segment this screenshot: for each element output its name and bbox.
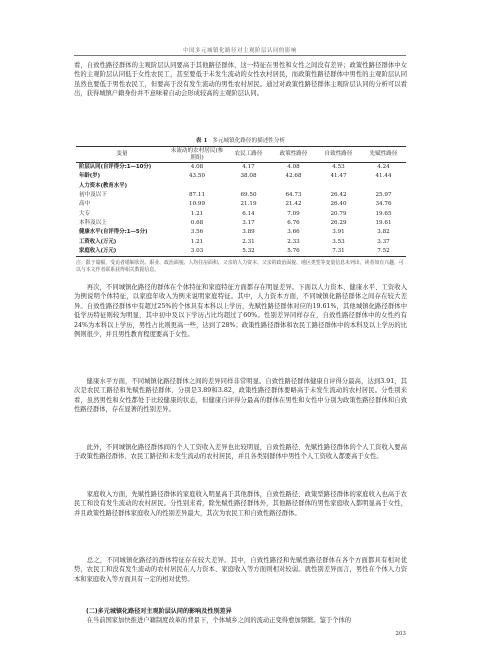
cell-value: 25.97 xyxy=(375,192,392,199)
cell-value: 4.08 xyxy=(287,164,300,171)
table-body xyxy=(76,163,406,257)
cell-value: 26.29 xyxy=(330,219,347,226)
header-variable: 变量 xyxy=(116,151,128,158)
header-policy-path: 政策性路径 xyxy=(279,151,308,158)
cell-value: 2.33 xyxy=(287,238,300,245)
section-subheading: (二)多元城镇化路径对主观阶层认同的影响及性别差异 xyxy=(86,608,232,615)
header-rural-residents: 未流动的农村居民(参照组) xyxy=(170,147,224,161)
cell-value: 4.08 xyxy=(190,164,204,171)
header-ascribed-path: 先赋性路径 xyxy=(369,151,398,158)
cell-value: 42.68 xyxy=(285,173,302,180)
cell-value: 1.21 xyxy=(190,210,204,217)
cell-value: 20.79 xyxy=(330,210,347,217)
cell-value: 3.17 xyxy=(242,219,255,226)
cell-value: 21.19 xyxy=(240,201,257,208)
table-row xyxy=(76,210,406,219)
cell-value: 3.66 xyxy=(287,229,300,236)
header-achieved-path: 自致性路径 xyxy=(324,151,353,158)
table-row xyxy=(76,228,406,237)
table-row xyxy=(76,219,406,228)
paragraph-wage-income xyxy=(74,443,407,462)
row-label: 年龄(岁) xyxy=(79,173,101,180)
cell-value xyxy=(226,182,271,191)
cell-value: 2.31 xyxy=(242,238,255,245)
page-number: 203 xyxy=(395,631,406,637)
cell-value: 0.68 xyxy=(190,219,204,226)
cell-value: 87.11 xyxy=(188,192,205,199)
paragraph-final xyxy=(74,616,407,625)
row-label: 本科及以上 xyxy=(79,219,107,226)
descriptive-table xyxy=(76,146,406,257)
cell-value: 41.47 xyxy=(330,173,347,180)
row-label: 健康水平(自评得分:1—5分) xyxy=(79,229,148,236)
cell-value: 19.61 xyxy=(375,219,392,226)
cell-value: 3.56 xyxy=(190,229,204,236)
cell-value: 3.82 xyxy=(377,229,390,236)
cell-value: 7.52 xyxy=(377,247,390,254)
cell-value: 1.21 xyxy=(190,238,204,245)
table-row xyxy=(76,182,406,191)
cell-value: 26.42 xyxy=(330,192,347,199)
paragraph-individual-features xyxy=(74,283,407,339)
table-caption xyxy=(74,136,407,144)
cell-value: 3.91 xyxy=(332,229,345,236)
cell-value: 64.73 xyxy=(285,192,302,199)
paragraph-family-income xyxy=(74,490,407,518)
paragraph-text: 健康水平方面，不同城镇化路径群体之间的差异同样非常明显。自致性路径群体健康自评得分最高，达到3.91，其次是农民工路径和先赋性路径群体，分别是3.89和3.82，政策性路径群体要略高于未发生流动的农村居民。分性别来看，虽然男性和女性都处于比较健康的状态，但健康自评得分最高的群体在男性和女性中分别为政策性路径群体和自致性路径群体，存在显著的性别差异。 xyxy=(74,378,407,414)
row-label: 人力资本(教育水平) xyxy=(79,182,128,189)
cell-value: 5.76 xyxy=(287,247,300,254)
cell-value: 3.53 xyxy=(332,238,345,245)
table-note: 注：限于篇幅，受访者婚姻状况、职业、政治面貌、人均住房面积、父亲的人力资本、父亲的政治面貌、地区类型等变量信息未列出，读者如有兴趣，可以与本文作者联系获得相关数据信息。 xyxy=(76,260,404,274)
cell-value: 26.40 xyxy=(330,201,347,208)
cell-value: 4.24 xyxy=(377,164,390,171)
cell-value: 5.32 xyxy=(242,247,255,254)
cell-value: 10.99 xyxy=(188,201,205,208)
table-row xyxy=(76,172,406,181)
paragraph-text: 此外，不同城镇化路径群体间的个人工资收入差异也比较明显，自致性路径、先赋性路径群体的个人工资收入要高于政策性路径群体、农民工路径和未发生流动的农村居民，并且各类别群体中男性个人工资收入都要高于女性。 xyxy=(74,444,407,461)
cell-value: 7.09 xyxy=(287,210,300,217)
cell-value: 21.42 xyxy=(285,201,302,208)
cell-value xyxy=(361,182,406,191)
cell-value: 3.37 xyxy=(377,238,390,245)
paragraph-health xyxy=(74,377,407,415)
cell-value: 19.65 xyxy=(375,210,392,217)
table-row xyxy=(76,191,406,200)
table-row xyxy=(76,247,406,257)
paragraph-text: 家庭收入方面，先赋性路径群体的家庭收入明显高于其他群体，自致性路径、政策型路径群体的家庭收入也高于农民工和没有发生流动的农村居民。分性别来看，除先赋性路径群体外，其他路径群体的男性家庭收入都明显高于女性，并且政策性路径群体家庭收入的性别差异最大，其次为农民工和自致性路径群体。 xyxy=(74,491,407,517)
row-label: 高中 xyxy=(79,201,91,208)
paragraph-summary xyxy=(74,556,407,584)
running-header: 中国多元城镇化路径对主观阶层认同的影响 xyxy=(183,48,297,54)
row-label: 工资收入(万元) xyxy=(79,238,117,245)
paragraph-text: 在当前国家加快推进户籍制度改革的背景下，个体城乡之间的流动正变得愈加频繁。鉴于个体的 xyxy=(86,617,352,624)
table-row xyxy=(76,200,406,209)
cell-value xyxy=(271,182,316,191)
paragraph-text: 再次，不同城镇化路径的群体在个体特征和家庭特征方面都存在明显差异。下面以人力资本、健康水平、工资收入为例说明个体特征，以家庭年收入为例来说明家庭特征。其中，人力资本方面，不同城镇化路径群体之间存在较大差异。自致性路径群体中有超过25%的个体具有本科以上学历，先赋性路径群体对应的19.61%，其他城镇化路径群体中低学历特征则较为明显，其中初中及以下学历占比均超过了60%。性别差异同样存在，自致性路径群体中的女性约有24%为本科以上学历，男性占比则更高一些，达到了28%；政策性路径群体和农民工路径群体中的本科及以上学历的比例则很少，并且男性教育程度要高于女性。 xyxy=(74,284,407,339)
cell-value: 34.76 xyxy=(375,201,392,208)
cell-value: 38.08 xyxy=(240,173,257,180)
cell-value: 3.03 xyxy=(190,247,204,254)
row-label: 大专 xyxy=(79,210,91,217)
paragraph-text: 总之，不同城镇化路径的群体特征存在较大差异。其中，自致性路径和先赋性路径群体在各个方面都具有相对优势，农民工和没有发生流动的农村居民在人力资本、家庭收入等方面则相对较弱。就性别差异而言，男性在个体人力资本和家庭收入等方面具有一定的相对优势。 xyxy=(74,557,407,583)
header-rule xyxy=(74,55,406,56)
cell-value xyxy=(168,182,226,191)
cell-value: 41.44 xyxy=(375,173,392,180)
row-label: 阶层认同(自评得分:1—10分) xyxy=(79,164,152,171)
cell-value: 4.53 xyxy=(332,164,345,171)
paragraph-intro xyxy=(74,61,407,99)
row-label: 家庭收入(万元) xyxy=(79,247,117,254)
cell-value: 7.31 xyxy=(332,247,345,254)
table-header-row xyxy=(76,147,406,163)
table-title: 多元城镇化路径的描述性分析 xyxy=(212,138,286,144)
cell-value: 69.50 xyxy=(240,192,257,199)
table-row xyxy=(76,163,406,173)
cell-value: 43.50 xyxy=(188,173,205,180)
cell-value xyxy=(316,182,361,191)
cell-value: 4.17 xyxy=(242,164,255,171)
cell-value: 6.76 xyxy=(287,219,300,226)
paragraph-text: 看，自致性路径群体的主观阶层认同要高于其他路径群体，这一特征在男性和女性之间没有差异；政策性路径群体中女性的主观阶层认同低于女性农民工，甚至要低于未发生流动的女性农村居民，而政策性路径群体中男性的主观阶层认同虽然也要低于男性农民工，但要高于没有发生流动的男性农村居民。通过对政策性路径群体主观阶层认同的分析可以看出，获得城镇户籍身份并不意味着自动会形成较高的主观阶层认同。 xyxy=(74,62,407,98)
cell-value: 6.14 xyxy=(242,210,255,217)
table-number: 表 1 xyxy=(195,138,208,144)
header-migrant-worker-path: 农民工路径 xyxy=(234,151,263,158)
table-row xyxy=(76,238,406,247)
row-label: 初中及以下 xyxy=(79,192,107,199)
cell-value: 3.89 xyxy=(242,229,255,236)
